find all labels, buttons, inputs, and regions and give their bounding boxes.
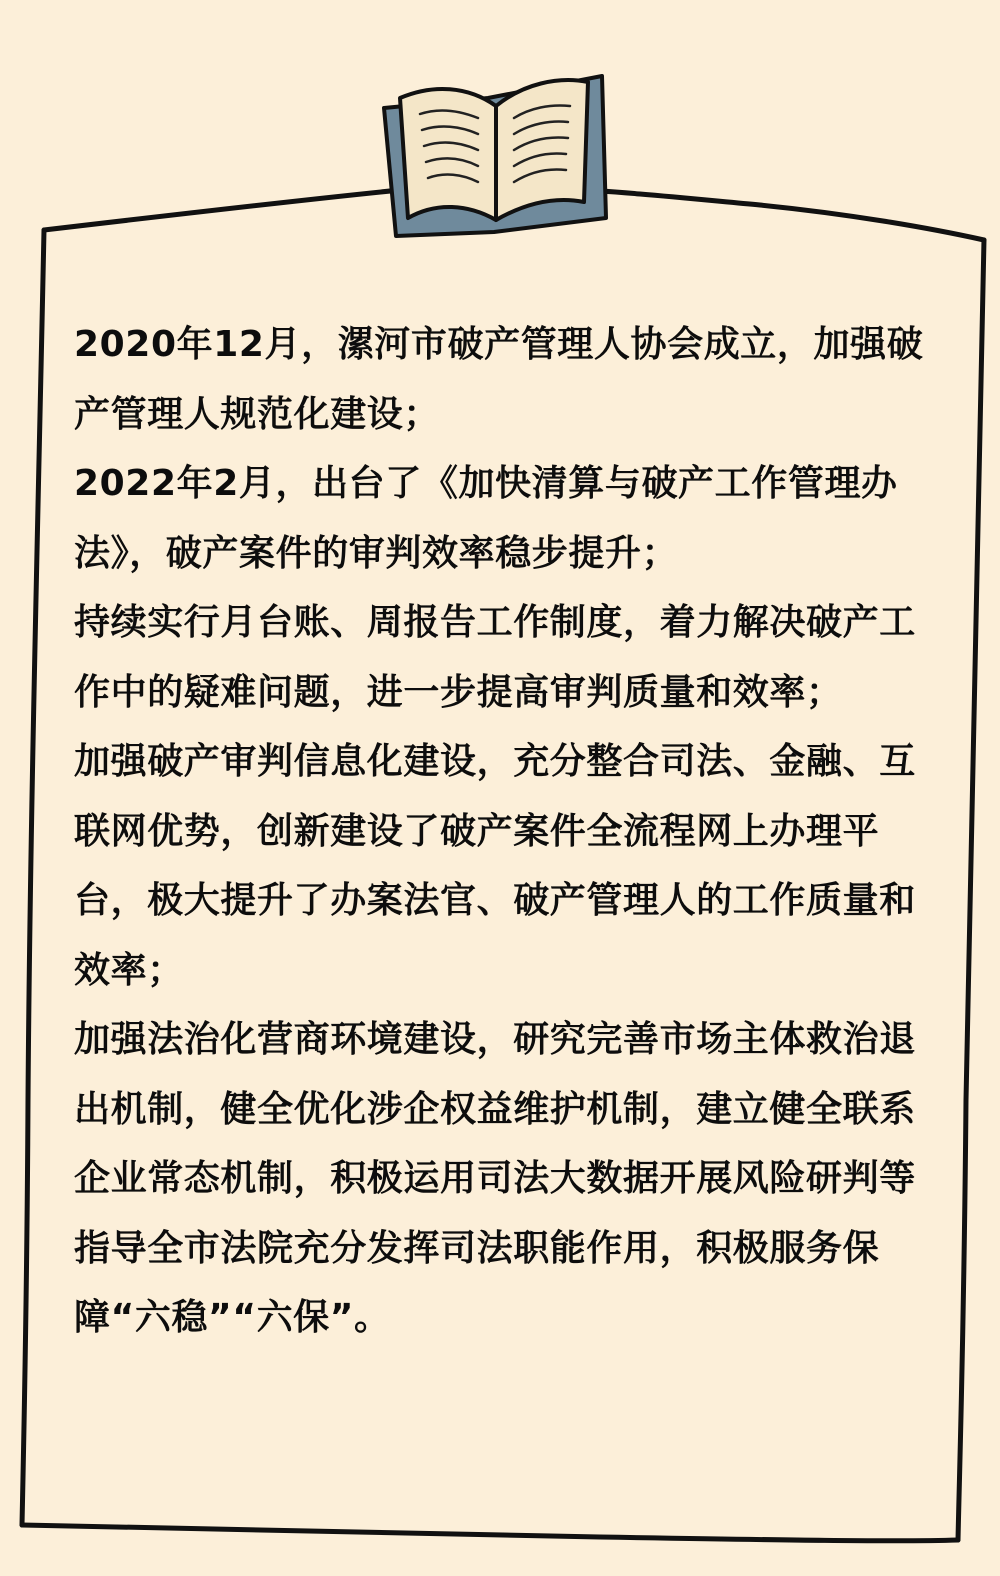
open-book-icon	[378, 68, 610, 238]
content-text	[74, 310, 924, 1353]
paragraph-informatization: 加强破产审判信息化建设，充分整合司法、金融、互联网优势，创新建设了破产案件全流程网上办理平台，极大提升了办案法官、破产管理人的工作质量和效率；	[74, 741, 916, 991]
paragraph-business-environment: 加强法治化营商环境建设，研究完善市场主体救治退出机制，健全优化涉企权益维护机制，建立健全联系企业常态机制，积极运用司法大数据开展风险研判等指导全市法院充分发挥司法职能作用，积极服务保障“六稳”“六保”。	[74, 1019, 916, 1338]
paragraph-measures: 2022年2月，出台了《加快清算与破产工作管理办法》，破产案件的审判效率稳步提升；	[74, 463, 898, 574]
paragraph-association: 2020年12月，漯河市破产管理人协会成立，加强破产管理人规范化建设；	[74, 324, 924, 435]
paragraph-ledger: 持续实行月台账、周报告工作制度，着力解决破产工作中的疑难问题，进一步提高审判质量和效率；	[74, 602, 916, 713]
